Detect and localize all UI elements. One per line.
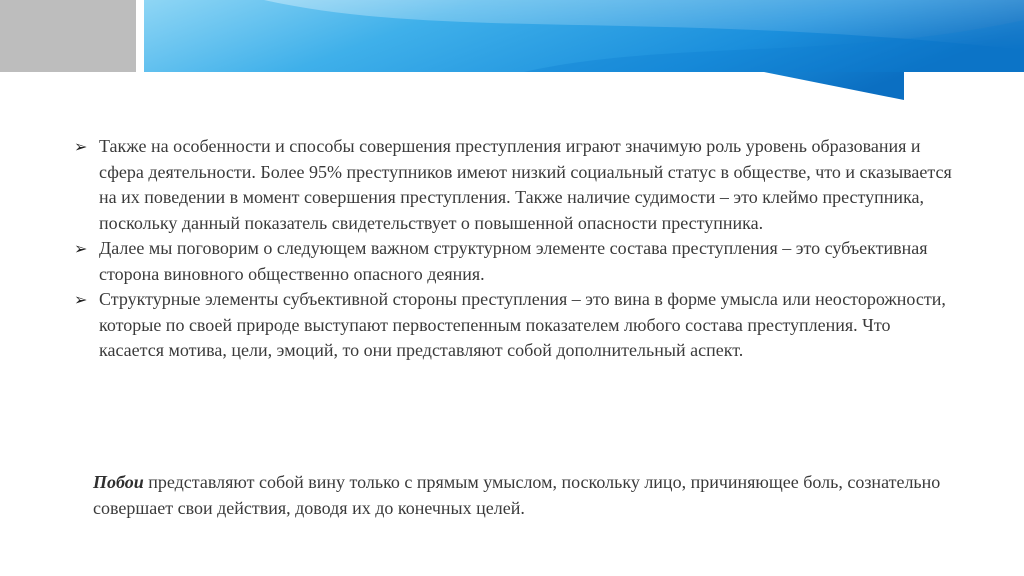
list-item-text: Далее мы поговорим о следующем важном структурном элементе состава преступления – это субъективная сторона виновного общественно опасного деяния.	[99, 238, 928, 284]
emphasized-term: Побои	[93, 472, 144, 492]
closing-text: представляют собой вину только с прямым умыслом, поскольку лицо, причиняющее боль, сознательно совершает свои действия, доводя их до конечных целей.	[93, 472, 941, 518]
list-item	[74, 134, 954, 236]
header-blue-banner	[144, 0, 1024, 100]
closing-paragraph	[93, 470, 953, 521]
list-item-text: Структурные элементы субъективной стороны преступления – это вина в форме умысла или неосторожности, которые по своей природе выступают первостепенным показателем любого состава преступления. Что касается мотива, цели, эмоций, то они представляют собой дополнительный аспект.	[99, 289, 946, 360]
list-item	[74, 287, 954, 364]
banner-graphic	[144, 0, 1024, 100]
header-gray-block	[0, 0, 136, 72]
list-item-text: Также на особенности и способы совершения преступления играют значимую роль уровень образования и сфера деятельности. Более 95% преступников имеют низкий социальный статус в обществе, что и сказывается на их поведении в момент совершения преступления. Также наличие судимости – это клеймо преступника, поскольку данный показатель свидетельствует о повышенной опасности преступника.	[99, 136, 952, 233]
list-item	[74, 236, 954, 287]
bullet-list	[74, 134, 954, 364]
arrow-check-bullet-icon: ➢	[74, 239, 88, 258]
arrow-check-bullet-icon: ➢	[74, 290, 88, 309]
arrow-check-bullet-icon: ➢	[74, 137, 88, 156]
